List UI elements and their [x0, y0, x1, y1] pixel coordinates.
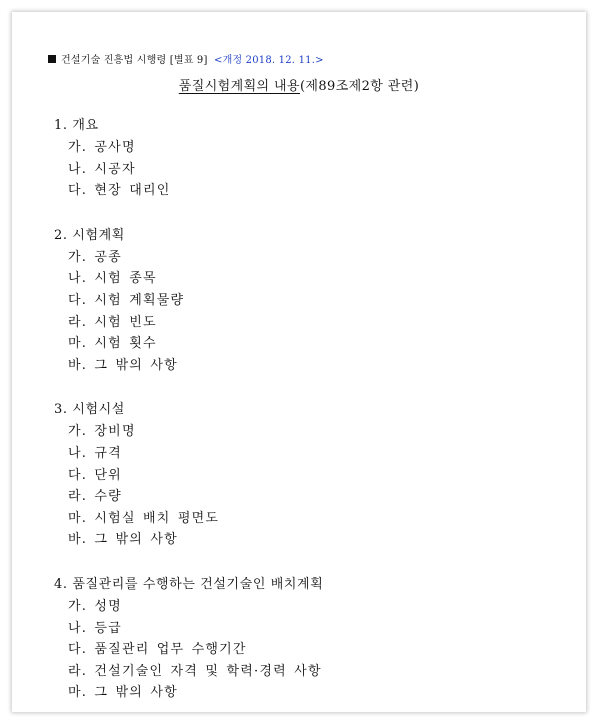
list-item: 라. 시험 빈도 — [68, 314, 157, 330]
amendment-date: <개정 2018. 12. 11.> — [214, 55, 324, 66]
section-test-facilities — [54, 399, 554, 551]
list-item: 나. 시험 종목 — [68, 271, 157, 287]
header-line — [48, 51, 324, 66]
list-item: 다. 단위 — [68, 467, 122, 483]
list-item: 가. 공사명 — [68, 140, 136, 155]
list-item: 마. 그 밖의 사항 — [68, 685, 178, 701]
title-note: (제89조제2항 관련) — [299, 79, 420, 94]
section-personnel-plan — [54, 574, 554, 704]
document-page — [12, 12, 586, 712]
list-item: 가. 공종 — [68, 249, 122, 265]
law-reference: 건설기술 진흥법 시행령 [별표 9] — [61, 55, 208, 66]
list-item: 다. 현장 대리인 — [68, 183, 171, 199]
list-item: 가. 장비명 — [68, 424, 136, 440]
list-item: 가. 성명 — [68, 598, 122, 614]
section-overview — [54, 115, 554, 202]
list-item: 나. 등급 — [68, 620, 122, 636]
list-item: 마. 시험실 배치 평면도 — [68, 510, 220, 526]
black-square-icon — [48, 55, 56, 63]
section-list — [54, 115, 554, 727]
section-heading: 4. 품질관리를 수행하는 건설기술인 배치계획 — [54, 576, 324, 592]
list-item: 마. 시험 횟수 — [68, 336, 157, 352]
list-item: 나. 시공자 — [68, 161, 136, 177]
title-main: 품질시험계획의 내용 — [178, 79, 300, 94]
list-item: 라. 수량 — [68, 489, 122, 505]
list-item: 나. 규격 — [68, 445, 122, 461]
list-item: 다. 시험 계획물량 — [68, 292, 185, 308]
list-item: 다. 품질관리 업무 수행기간 — [68, 642, 247, 658]
section-heading: 3. 시험시설 — [54, 402, 125, 418]
section-test-plan — [54, 225, 554, 377]
section-heading: 2. 시험계획 — [54, 227, 125, 243]
document-title — [12, 75, 586, 94]
list-item: 바. 그 밖의 사항 — [68, 532, 178, 548]
list-item: 라. 건설기술인 자격 및 학력·경력 사항 — [68, 663, 322, 679]
section-heading: 1. 개요 — [54, 118, 99, 133]
list-item: 바. 그 밖의 사항 — [68, 357, 178, 373]
